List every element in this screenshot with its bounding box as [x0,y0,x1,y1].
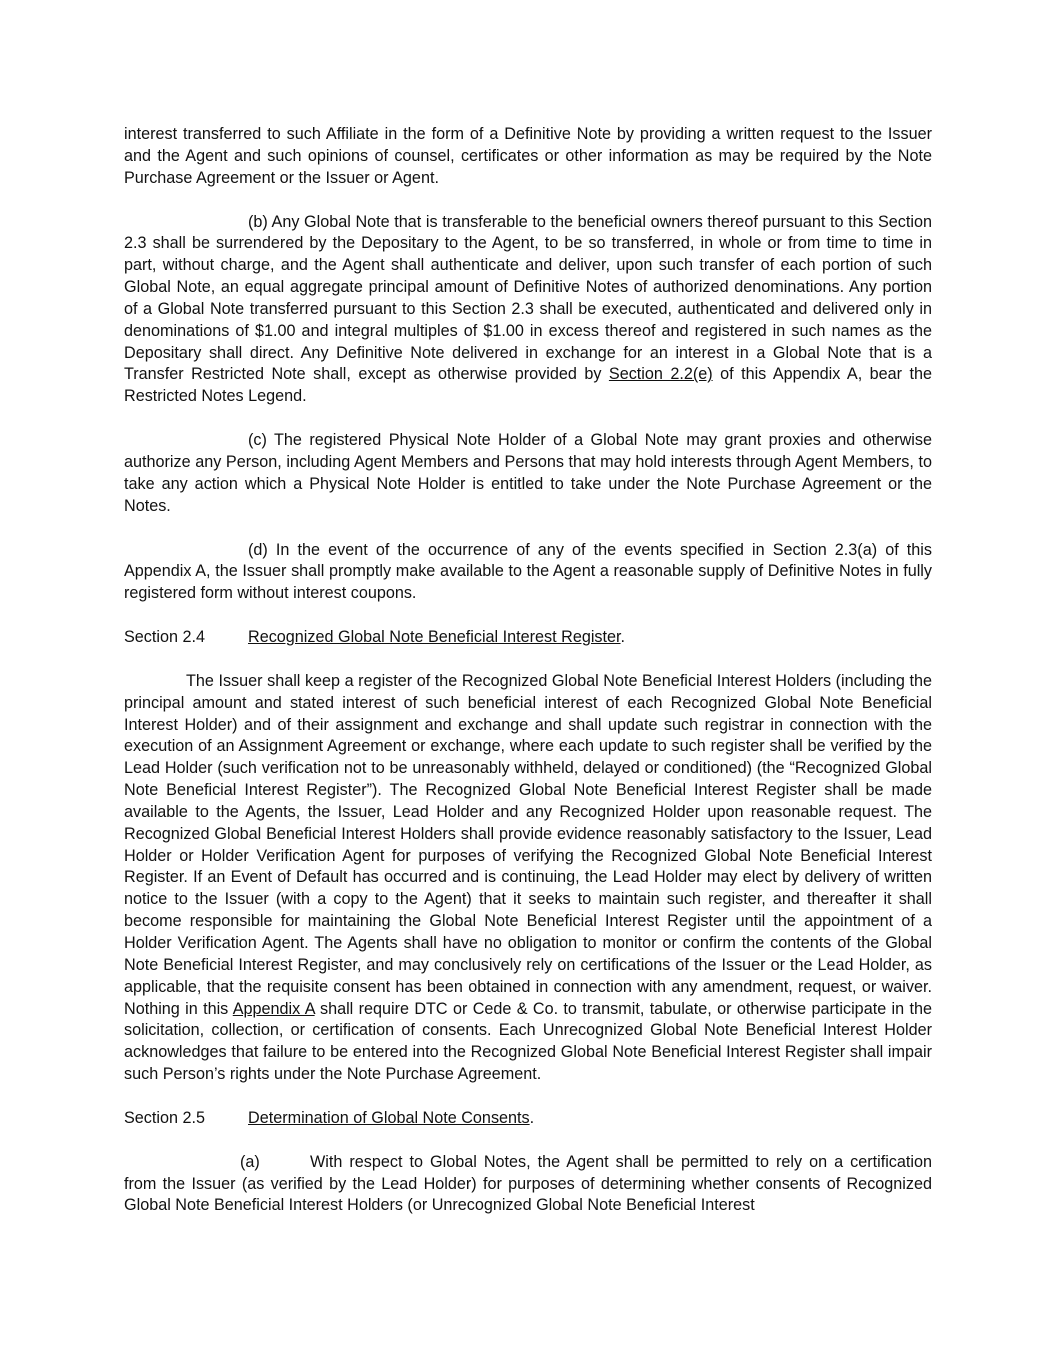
paragraph-d-marker: (d) [248,540,268,559]
section-2-4-body-text: The Issuer shall keep a register of the Recognized Global Note Beneficial Interest Holders (including the principal amount and stated interest of such beneficial interest of each Recognized Global Note Beneficial Interest Holder) and of their assignment and exchange and shall update such registrar in connection with the execution of an Assignment Agreement or exchange, where each update to such register shall be verified by the Lead Holder (such verification not to be unreasonably withheld, delayed or conditioned) (the “Recognized Global Note Beneficial Interest Register”). The Recognized Global Note Beneficial Interest Register shall be made available to the Agents, the Issuer, Lead Holder and any Recognized Holder upon reasonable request. The Recognized Global Beneficial Interest Holders shall provide evidence reasonably satisfactory to the Issuer, Lead Holder or Holder Verification Agent for purposes of verifying the Recognized Global Note Beneficial Interest Register. If an Event of Default has occurred and is continuing, the Lead Holder may elect by delivery of written notice to the Issuer (with a copy to the Agent) that it seeks to maintain such register, and thereafter it shall become responsible for maintaining the Global Note Beneficial Interest Register until the appointment of a Holder Verification Agent. The Agents shall have no obligation to monitor or confirm the contents of the Global Note Beneficial Interest Register, and may conclusively rely on certifications of the Issuer or the Lead Holder, as applicable, that the requisite consent has been obtained in connection with any amendment, request, or waiver. Nothing in this [124,671,932,1018]
paragraph-c-marker: (c) [248,431,267,450]
appendix-a-reference: Appendix A [232,999,315,1018]
paragraph-b-text: Any Global Note that is transferable to the beneficial owners thereof pursuant to this Section 2.3 shall be surrendered by the Depositary to the Agent, to be so transferred, in whole or from time to time in part, without charge, and the Agent shall authenticate and deliver, upon such transfer of each portion of such Global Note, an equal aggregate principal amount of Definitive Notes of authorized denominations. Any portion of a Global Note transferred pursuant to this Section 2.3 shall be executed, authenticated and delivered only in denominations of $1.00 and integral multiples of $1.00 in excess thereof and registered in such names as the Depositary shall direct. Any Definitive Note delivered in exchange for an interest in a Global Note that is a Transfer Restricted Note shall, except as otherwise provided by [124,212,932,384]
document-page [124,124,932,1217]
section-2-5-period: . [529,1108,535,1127]
paragraph-b-marker: (b) [248,212,268,231]
section-2-2e-reference: Section 2.2(e) [608,365,713,384]
paragraph-b [124,212,932,409]
paragraph-c-text: The registered Physical Note Holder of a Global Note may grant proxies and otherwise authorize any Person, including Agent Members and Persons that may hold interests through Agent Members, to take any action which a Physical Note Holder is entitled to take under the Note Purchase Agreement or the Notes. [124,431,932,515]
section-2-4-period: . [620,628,626,647]
paragraph-continuation: interest transferred to such Affiliate in the form of a Definitive Note by providing a written request to the Issuer and the Agent and such opinions of counsel, certificates or other information as may be required by the Note Purchase Agreement or the Issuer or Agent. [124,125,932,187]
paragraph-d [124,540,932,606]
section-2-4-heading [124,627,932,649]
section-2-5-a-text: With respect to Global Notes, the Agent shall be permitted to rely on a certification from the Issuer (as verified by the Lead Holder) for purposes of determining whether consents of Recognized Global Note Beneficial Interest Holders (or Unrecognized Global Note Beneficial Interest [124,1152,932,1215]
section-2-5-title: Determination of Global Note Consents [248,1108,530,1127]
section-2-4-number: Section 2.4 [124,628,205,647]
section-2-5-a-marker: (a) [240,1152,260,1171]
section-2-4-body [124,671,932,1086]
section-2-5-paragraph-a [124,1152,932,1218]
section-2-5-number: Section 2.5 [124,1108,205,1127]
paragraph-b-text-end: of this Appendix A, bear the Restricted Notes Legend. [124,365,933,406]
paragraph-d-text: In the event of the occurrence of any of the events specified in Section 2.3(a) of this Appendix A, the Issuer shall promptly make available to the Agent a reasonable supply of Definitive Notes in fully registered form without interest coupons. [124,540,932,603]
section-2-4-body-text-end: shall require DTC or Cede & Co. to transmit, tabulate, or otherwise participate in the solicitation, collection, or certification of consents. Each Unrecognized Global Note Beneficial Interest Holder acknowledges that failure to be entered into the Recognized Global Note Beneficial Interest Register shall impair such Person’s rights under the Note Purchase Agreement. [124,999,932,1084]
section-2-5-heading [124,1108,932,1130]
section-2-4-title: Recognized Global Note Beneficial Interest Register [248,628,621,647]
paragraph-c [124,430,932,517]
